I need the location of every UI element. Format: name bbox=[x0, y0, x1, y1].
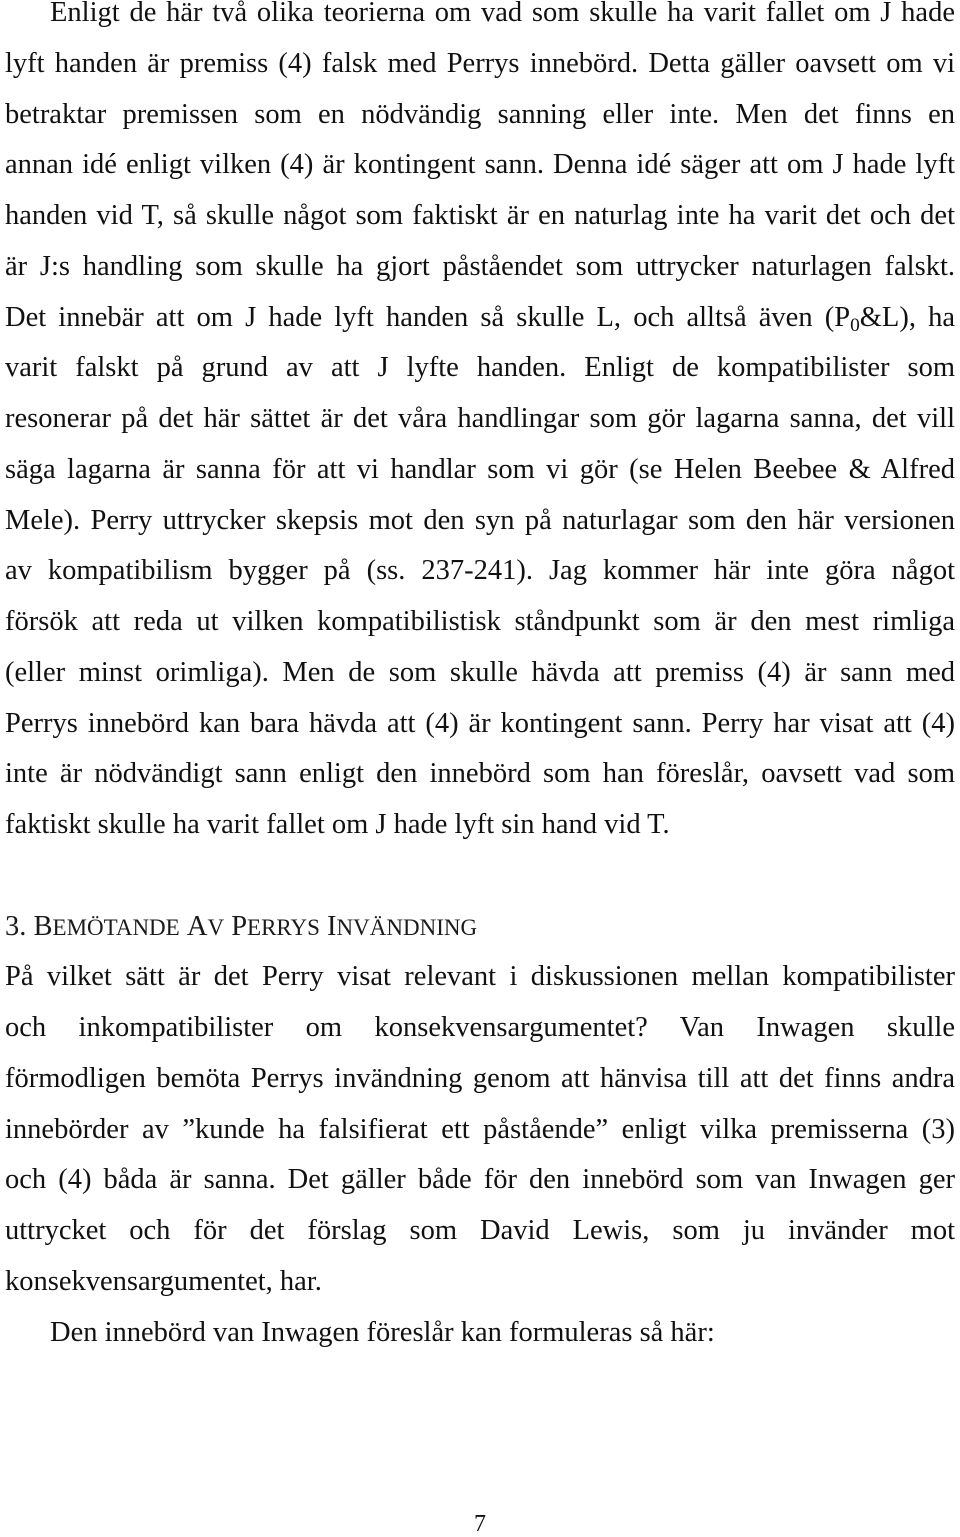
text-line: konsekvensargumentet, har. bbox=[5, 1265, 322, 1297]
text-line: Perrys innebörd kan bara hävda att (4) är kontingent sann. Perry har visat att (4) bbox=[5, 707, 955, 739]
text-line: av kompatibilism bygger på (ss. 237-241). Jag kommer här inte göra något bbox=[5, 555, 955, 587]
text-line: På vilket sätt är det Perry visat relevant i diskussionen mellan kompatibilister bbox=[5, 961, 955, 993]
text-segment: &L), ha bbox=[859, 301, 956, 333]
subscript: 0 bbox=[850, 314, 860, 336]
heading-word: PERRYS bbox=[231, 910, 320, 942]
text-line: betraktar premissen som en nödvändig sanning eller inte. Men det finns en bbox=[5, 98, 955, 130]
text-line: annan idé enligt vilken (4) är kontingent sann. Denna idé säger att om J hade lyft bbox=[5, 149, 955, 181]
text-line: uttrycket och för det förslag som David Lewis, som ju invänder mot bbox=[5, 1215, 955, 1246]
text-line: är J:s handling som skulle ha gjort påståendet som uttrycker naturlagen falskt. bbox=[5, 250, 955, 282]
paragraph bbox=[5, 952, 955, 1307]
text-segment: Det innebär att om J hade lyft handen så skulle L, och alltså även (P bbox=[5, 301, 851, 333]
text-line: Den innebörd van Inwagen föreslår kan formuleras så här: bbox=[50, 1316, 715, 1348]
heading-word: AV bbox=[186, 910, 225, 942]
section-number: 3. bbox=[5, 910, 27, 942]
text-line: och inkompatibilister om konsekvensargumentet? Van Inwagen skulle bbox=[5, 1012, 955, 1043]
document-page bbox=[5, 0, 955, 1358]
text-line: (eller minst orimliga). Men de som skulle hävda att premiss (4) är sann med bbox=[5, 656, 955, 688]
text-line: förmodligen bemöta Perrys invändning genom att hänvisa till att det finns andra bbox=[5, 1062, 955, 1094]
page-number: 7 bbox=[474, 1511, 486, 1537]
paragraph bbox=[5, 1308, 955, 1359]
text-line bbox=[5, 293, 955, 344]
text-line: Enligt de här två olika teorierna om vad som skulle ha varit fallet om J hade bbox=[50, 0, 955, 28]
text-line: faktiskt skulle ha varit fallet om J hade lyft sin hand vid T. bbox=[5, 809, 670, 840]
text-line: varit falskt på grund av att J lyfte handen. Enligt de kompatibilister som bbox=[5, 352, 955, 384]
text-line: innebörder av ”kunde ha falsifierat ett påstående” enligt vilka premisserna (3) bbox=[5, 1113, 955, 1145]
text-line: försök att reda ut vilken kompatibilistisk ståndpunkt som är den mest rimliga bbox=[5, 606, 955, 637]
paragraph bbox=[5, 0, 955, 851]
heading-word: INVÄNDNING bbox=[327, 910, 478, 942]
text-line: säga lagarna är sanna för att vi handlar som vi gör (se Helen Beebee & Alfred bbox=[5, 453, 955, 485]
text-line: resonerar på det här sättet är det våra handlingar som gör lagarna sanna, det vill bbox=[5, 403, 955, 434]
text-line: lyft handen är premiss (4) falsk med Perrys innebörd. Detta gäller oavsett om vi bbox=[5, 47, 955, 79]
text-line: Mele). Perry uttrycker skepsis mot den syn på naturlagar som den här versionen bbox=[5, 504, 955, 536]
section-heading bbox=[5, 902, 955, 953]
text-line: inte är nödvändigt sann enligt den innebörd som han föreslår, oavsett vad som bbox=[5, 758, 955, 790]
text-line: handen vid T, så skulle något som faktiskt är en naturlag inte ha varit det och det bbox=[5, 200, 955, 231]
heading-word: BEMÖTANDE bbox=[33, 910, 180, 942]
text-line: och (4) båda är sanna. Det gäller både för den innebörd som van Inwagen ger bbox=[5, 1164, 955, 1196]
